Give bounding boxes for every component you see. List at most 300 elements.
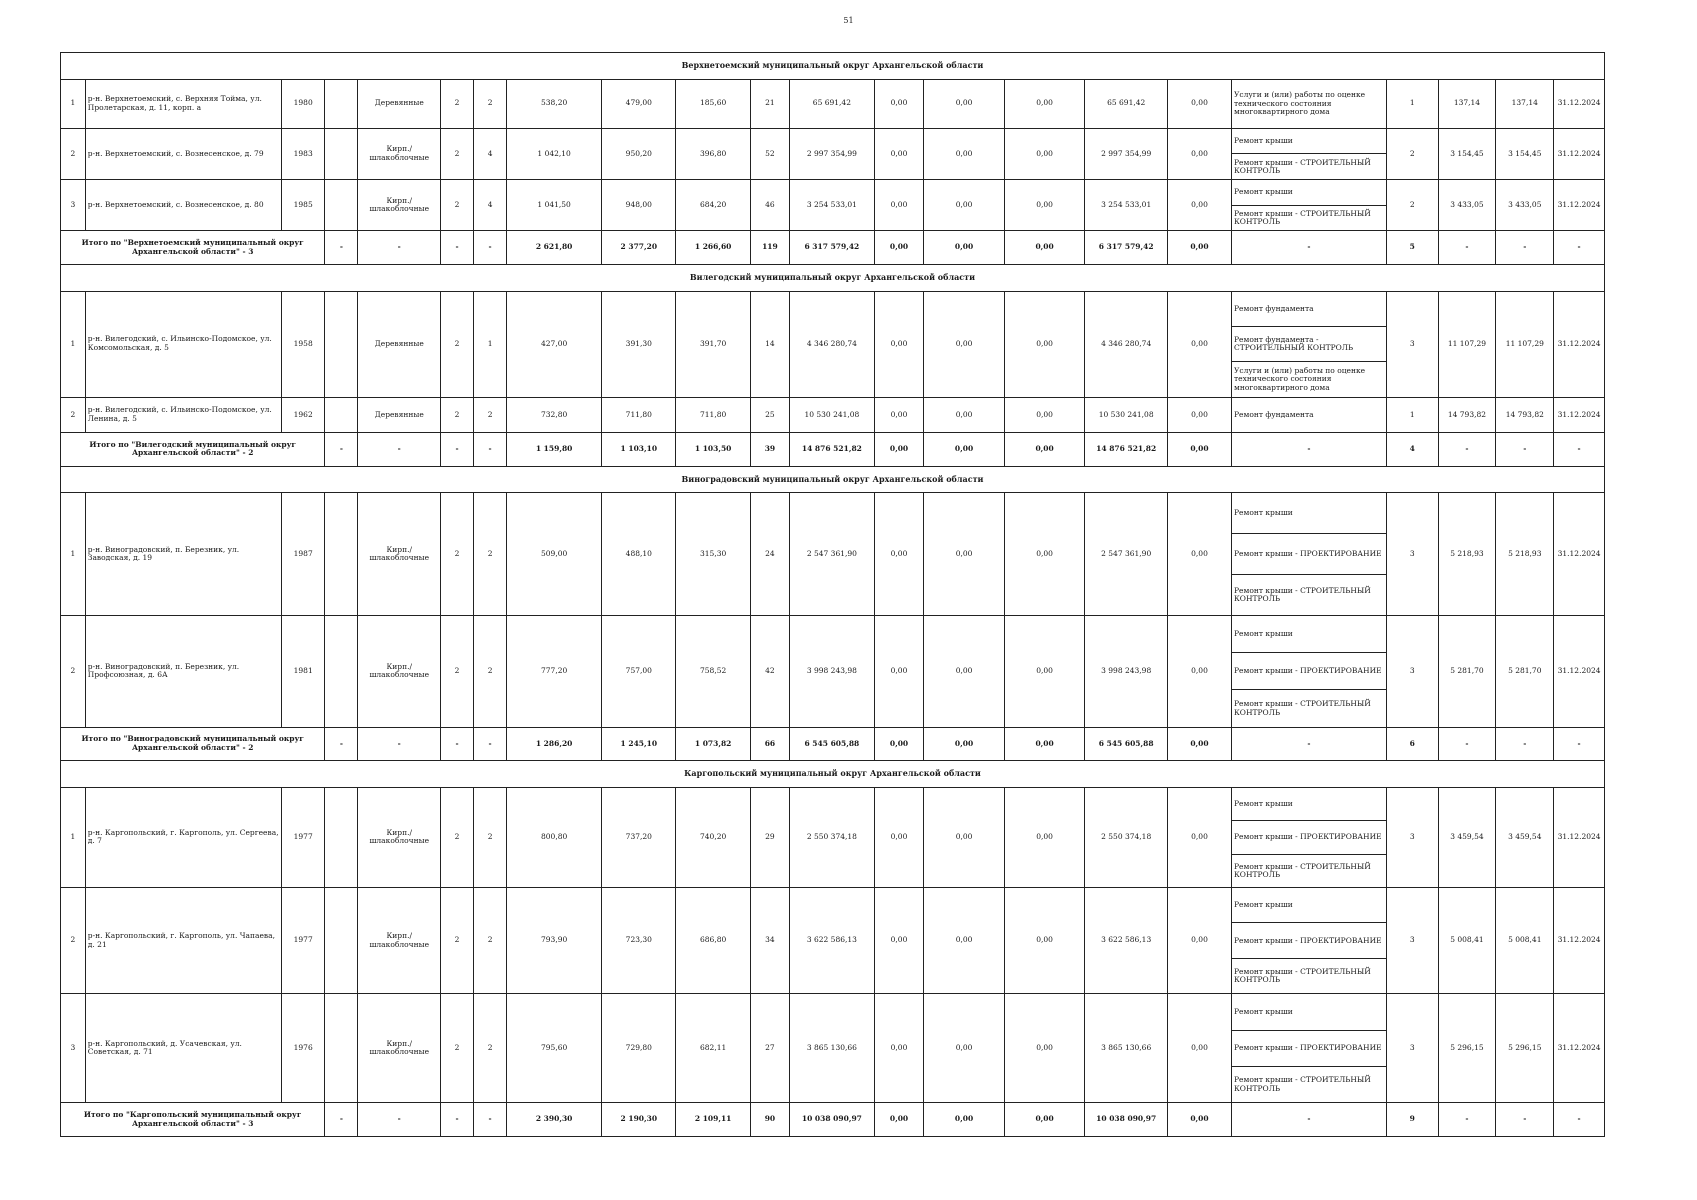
cell-other: 0,00 <box>1167 787 1231 887</box>
total-budget-region: 0,00 <box>924 727 1005 760</box>
table-row <box>61 128 1605 179</box>
cell-residents: 24 <box>750 493 789 616</box>
cell-deadline: 31.12.2024 <box>1554 616 1605 728</box>
cell-owners: 3 998 243,98 <box>1085 616 1168 728</box>
cell-area-res: 479,00 <box>602 79 676 128</box>
cell-address: р-н. Вилегодский, с. Ильинско-Подомское, ул. Ленина, д. 5 <box>85 397 281 433</box>
work-item: Ремонт крыши <box>1234 629 1293 639</box>
total-label: Итого по "Виноградовский муниципальный округ Архангельской области" - 2 <box>61 727 325 760</box>
cell-area-total: 800,80 <box>507 787 602 887</box>
table-row <box>61 180 1605 231</box>
work-item: Ремонт крыши - ПРОЕКТИРОВАНИЕ <box>1232 922 1386 957</box>
cell-owners: 2 547 361,90 <box>1085 493 1168 616</box>
cell-owners: 3 865 130,66 <box>1085 994 1168 1103</box>
total-dash: - <box>358 1103 441 1137</box>
work-item: Ремонт крыши - СТРОИТЕЛЬНЫЙ КОНТРОЛЬ <box>1232 1066 1386 1102</box>
cell-no: 1 <box>61 291 86 397</box>
cell-entrances: 1 <box>474 291 507 397</box>
cell-budget-region: 0,00 <box>924 291 1005 397</box>
cell-owners: 2 550 374,18 <box>1085 787 1168 887</box>
cell-area-res: 723,30 <box>602 888 676 994</box>
cell-area-res: 729,80 <box>602 994 676 1103</box>
cell-year: 1985 <box>282 180 325 231</box>
cell-entrances: 4 <box>474 128 507 179</box>
total-cost-total: 14 876 521,82 <box>790 433 875 466</box>
cell-entrances: 2 <box>474 79 507 128</box>
cell-area-total: 509,00 <box>507 493 602 616</box>
total-dash: - <box>441 231 474 264</box>
section-header-row <box>61 761 1605 788</box>
cell-deadline: 31.12.2024 <box>1554 128 1605 179</box>
cell-material: Кирп./шлакоблочные <box>358 180 441 231</box>
cell-deadline: 31.12.2024 <box>1554 180 1605 231</box>
section-total-row <box>61 727 1605 760</box>
cell-year: 1977 <box>282 888 325 994</box>
cell-unit-cost-max: 3 433,05 <box>1496 180 1554 231</box>
cell-other: 0,00 <box>1167 616 1231 728</box>
cell-address: р-н. Каргопольский, г. Каргополь, ул. Сергеева, д. 7 <box>85 787 281 887</box>
cell-budget-region: 0,00 <box>924 616 1005 728</box>
total-cost-total: 10 038 090,97 <box>790 1103 875 1137</box>
cell-fund: 0,00 <box>874 493 924 616</box>
cell-area-res2: 740,20 <box>676 787 750 887</box>
total-work-count: 4 <box>1386 433 1438 466</box>
cell-fund: 0,00 <box>874 291 924 397</box>
section-total-row <box>61 1103 1605 1137</box>
work-item: Ремонт крыши <box>1234 187 1293 197</box>
cell-fund: 0,00 <box>874 994 924 1103</box>
cell-floors: 2 <box>441 888 474 994</box>
cell-area-res2: 682,11 <box>676 994 750 1103</box>
cell-year: 1958 <box>282 291 325 397</box>
cell-address: р-н. Верхнетоемский, с. Вознесенское, д. 80 <box>85 180 281 231</box>
cell-area-res: 757,00 <box>602 616 676 728</box>
total-residents: 119 <box>750 231 789 264</box>
table-row <box>61 888 1605 994</box>
total-area-total: 2 621,80 <box>507 231 602 264</box>
total-dash: - <box>441 727 474 760</box>
cell-address: р-н. Каргопольский, д. Усачевская, ул. Советская, д. 71 <box>85 994 281 1103</box>
cell-no: 1 <box>61 787 86 887</box>
cell-unit-cost: 3 154,45 <box>1438 128 1496 179</box>
total-label: Итого по "Вилегодский муниципальный округ Архангельской области" - 2 <box>61 433 325 466</box>
total-other: 0,00 <box>1167 433 1231 466</box>
table-row <box>61 616 1605 728</box>
total-fund: 0,00 <box>874 231 924 264</box>
cell-floors: 2 <box>441 994 474 1103</box>
cell-area-res: 488,10 <box>602 493 676 616</box>
cell-unit-cost-max: 11 107,29 <box>1496 291 1554 397</box>
cell-budget-region: 0,00 <box>924 128 1005 179</box>
cell-cost-total: 3 254 533,01 <box>790 180 875 231</box>
cell-works <box>1232 291 1387 397</box>
work-item: Ремонт крыши - СТРОИТЕЛЬНЫЙ КОНТРОЛЬ <box>1232 958 1386 993</box>
cell-work-count: 2 <box>1386 128 1438 179</box>
cell-works <box>1232 128 1387 179</box>
cell-material: Деревянные <box>358 79 441 128</box>
work-item: Ремонт крыши <box>1234 798 1293 808</box>
total-area-res2: 1 103,50 <box>676 433 750 466</box>
cell-material: Деревянные <box>358 291 441 397</box>
total-budget-local: 0,00 <box>1004 433 1085 466</box>
cell-unit-cost: 5 296,15 <box>1438 994 1496 1103</box>
work-item: Ремонт крыши <box>1234 508 1293 518</box>
cell-cost-total: 65 691,42 <box>790 79 875 128</box>
section-title: Верхнетоемский муниципальный округ Архангельской области <box>61 53 1605 80</box>
cell-area-total: 538,20 <box>507 79 602 128</box>
cell-deadline: 31.12.2024 <box>1554 787 1605 887</box>
cell-residents: 42 <box>750 616 789 728</box>
total-dash: - <box>474 727 507 760</box>
cell-year: 1977 <box>282 787 325 887</box>
total-budget-region: 0,00 <box>924 1103 1005 1137</box>
total-other: 0,00 <box>1167 1103 1231 1137</box>
cell-no: 2 <box>61 128 86 179</box>
cell-budget-local: 0,00 <box>1004 888 1085 994</box>
total-residents: 66 <box>750 727 789 760</box>
total-fund: 0,00 <box>874 727 924 760</box>
work-item: Ремонт крыши - СТРОИТЕЛЬНЫЙ КОНТРОЛЬ <box>1232 205 1386 231</box>
cell-other: 0,00 <box>1167 493 1231 616</box>
total-budget-region: 0,00 <box>924 433 1005 466</box>
total-dash: - <box>1438 433 1496 466</box>
total-area-res2: 1 073,82 <box>676 727 750 760</box>
cell-owners: 10 530 241,08 <box>1085 397 1168 433</box>
cell-deadline: 31.12.2024 <box>1554 397 1605 433</box>
cell-area-res: 950,20 <box>602 128 676 179</box>
cell-budget-local: 0,00 <box>1004 787 1085 887</box>
cell-no: 1 <box>61 493 86 616</box>
total-dash: - <box>1232 231 1387 264</box>
cell-residents: 25 <box>750 397 789 433</box>
total-dash: - <box>1496 1103 1554 1137</box>
total-dash: - <box>325 231 358 264</box>
section-total-row <box>61 231 1605 264</box>
cell-works <box>1232 994 1387 1103</box>
cell-area-res2: 684,20 <box>676 180 750 231</box>
cell-deadline: 31.12.2024 <box>1554 291 1605 397</box>
total-dash: - <box>1554 433 1605 466</box>
table-row <box>61 994 1605 1103</box>
cell-unit-cost: 5 281,70 <box>1438 616 1496 728</box>
cell-entrances: 2 <box>474 493 507 616</box>
cell-other: 0,00 <box>1167 888 1231 994</box>
total-dash: - <box>358 433 441 466</box>
cell-work-count: 1 <box>1386 397 1438 433</box>
work-item: Ремонт крыши - ПРОЕКТИРОВАНИЕ <box>1232 820 1386 853</box>
total-dash: - <box>325 433 358 466</box>
total-budget-region: 0,00 <box>924 231 1005 264</box>
total-dash: - <box>474 231 507 264</box>
cell-col3 <box>325 994 358 1103</box>
cell-entrances: 2 <box>474 994 507 1103</box>
total-budget-local: 0,00 <box>1004 231 1085 264</box>
cell-floors: 2 <box>441 616 474 728</box>
cell-works <box>1232 493 1387 616</box>
cell-col3 <box>325 291 358 397</box>
cell-area-total: 732,80 <box>507 397 602 433</box>
cell-no: 3 <box>61 994 86 1103</box>
cell-other: 0,00 <box>1167 397 1231 433</box>
cell-fund: 0,00 <box>874 397 924 433</box>
cell-area-res2: 396,80 <box>676 128 750 179</box>
cell-work-count: 3 <box>1386 493 1438 616</box>
total-area-res: 1 245,10 <box>602 727 676 760</box>
cell-fund: 0,00 <box>874 128 924 179</box>
cell-fund: 0,00 <box>874 787 924 887</box>
cell-col3 <box>325 787 358 887</box>
cell-budget-local: 0,00 <box>1004 79 1085 128</box>
works-list <box>1232 80 1386 128</box>
cell-col3 <box>325 397 358 433</box>
table-row <box>61 397 1605 433</box>
cell-floors: 2 <box>441 291 474 397</box>
cell-no: 2 <box>61 888 86 994</box>
cell-owners: 4 346 280,74 <box>1085 291 1168 397</box>
cell-budget-local: 0,00 <box>1004 128 1085 179</box>
total-work-count: 6 <box>1386 727 1438 760</box>
section-header-row <box>61 53 1605 80</box>
cell-unit-cost: 3 459,54 <box>1438 787 1496 887</box>
works-list <box>1232 994 1386 1102</box>
works-list <box>1232 616 1386 727</box>
cell-no: 2 <box>61 616 86 728</box>
work-item: Ремонт крыши - ПРОЕКТИРОВАНИЕ <box>1232 533 1386 574</box>
cell-owners: 3 254 533,01 <box>1085 180 1168 231</box>
cell-works <box>1232 888 1387 994</box>
cell-year: 1983 <box>282 128 325 179</box>
total-other: 0,00 <box>1167 727 1231 760</box>
work-item: Ремонт крыши <box>1234 1006 1293 1016</box>
cell-other: 0,00 <box>1167 291 1231 397</box>
total-dash: - <box>325 727 358 760</box>
cell-works <box>1232 180 1387 231</box>
cell-budget-region: 0,00 <box>924 787 1005 887</box>
table-row <box>61 79 1605 128</box>
total-owners: 10 038 090,97 <box>1085 1103 1168 1137</box>
cell-area-total: 793,90 <box>507 888 602 994</box>
cell-residents: 52 <box>750 128 789 179</box>
cell-budget-local: 0,00 <box>1004 994 1085 1103</box>
total-dash: - <box>474 1103 507 1137</box>
cell-address: р-н. Каргопольский, г. Каргополь, ул. Чапаева, д. 21 <box>85 888 281 994</box>
cell-fund: 0,00 <box>874 616 924 728</box>
cell-work-count: 3 <box>1386 994 1438 1103</box>
cell-col3 <box>325 180 358 231</box>
total-owners: 6 545 605,88 <box>1085 727 1168 760</box>
cell-unit-cost: 5 218,93 <box>1438 493 1496 616</box>
cell-area-total: 427,00 <box>507 291 602 397</box>
cell-work-count: 3 <box>1386 787 1438 887</box>
cell-year: 1962 <box>282 397 325 433</box>
cell-budget-local: 0,00 <box>1004 291 1085 397</box>
cell-work-count: 2 <box>1386 180 1438 231</box>
total-dash: - <box>1232 1103 1387 1137</box>
total-area-total: 1 286,20 <box>507 727 602 760</box>
cell-col3 <box>325 493 358 616</box>
total-cost-total: 6 317 579,42 <box>790 231 875 264</box>
cell-cost-total: 4 346 280,74 <box>790 291 875 397</box>
works-list <box>1232 129 1386 179</box>
cell-year: 1980 <box>282 79 325 128</box>
cell-unit-cost: 11 107,29 <box>1438 291 1496 397</box>
total-dash: - <box>1438 727 1496 760</box>
works-list <box>1232 398 1386 433</box>
total-dash: - <box>1438 231 1496 264</box>
work-item: Услуги и (или) работы по оценке технического состояния многоквартирного дома <box>1234 90 1366 116</box>
work-item: Ремонт крыши - ПРОЕКТИРОВАНИЕ <box>1232 652 1386 689</box>
cell-floors: 2 <box>441 79 474 128</box>
cell-other: 0,00 <box>1167 128 1231 179</box>
cell-entrances: 2 <box>474 787 507 887</box>
cell-residents: 14 <box>750 291 789 397</box>
total-fund: 0,00 <box>874 433 924 466</box>
cell-year: 1981 <box>282 616 325 728</box>
cell-owners: 3 622 586,13 <box>1085 888 1168 994</box>
works-list <box>1232 292 1386 397</box>
total-dash: - <box>441 1103 474 1137</box>
cell-floors: 2 <box>441 397 474 433</box>
work-item: Ремонт крыши <box>1234 900 1293 910</box>
work-item: Ремонт крыши - СТРОИТЕЛЬНЫЙ КОНТРОЛЬ <box>1232 689 1386 726</box>
cell-material: Деревянные <box>358 397 441 433</box>
cell-area-total: 1 042,10 <box>507 128 602 179</box>
cell-unit-cost-max: 5 296,15 <box>1496 994 1554 1103</box>
cell-year: 1987 <box>282 493 325 616</box>
cell-area-total: 795,60 <box>507 994 602 1103</box>
cell-cost-total: 2 550 374,18 <box>790 787 875 887</box>
cell-residents: 21 <box>750 79 789 128</box>
cell-owners: 2 997 354,99 <box>1085 128 1168 179</box>
cell-unit-cost-max: 5 008,41 <box>1496 888 1554 994</box>
table-row <box>61 291 1605 397</box>
works-list <box>1232 180 1386 230</box>
section-total-row <box>61 433 1605 466</box>
total-dash: - <box>325 1103 358 1137</box>
cell-budget-local: 0,00 <box>1004 616 1085 728</box>
cell-area-res: 711,80 <box>602 397 676 433</box>
cell-material: Кирп./шлакоблочные <box>358 616 441 728</box>
cell-deadline: 31.12.2024 <box>1554 493 1605 616</box>
cell-unit-cost: 14 793,82 <box>1438 397 1496 433</box>
cell-area-res2: 315,30 <box>676 493 750 616</box>
cell-budget-region: 0,00 <box>924 79 1005 128</box>
cell-works <box>1232 397 1387 433</box>
cell-floors: 2 <box>441 787 474 887</box>
cell-residents: 29 <box>750 787 789 887</box>
total-dash: - <box>1554 727 1605 760</box>
cell-area-res: 391,30 <box>602 291 676 397</box>
cell-address: р-н. Вилегодский, с. Ильинско-Подомское, ул. Комсомольская, д. 5 <box>85 291 281 397</box>
total-area-res2: 2 109,11 <box>676 1103 750 1137</box>
cell-residents: 46 <box>750 180 789 231</box>
cell-fund: 0,00 <box>874 180 924 231</box>
cell-floors: 2 <box>441 180 474 231</box>
table-row <box>61 787 1605 887</box>
cell-budget-region: 0,00 <box>924 493 1005 616</box>
cell-entrances: 2 <box>474 397 507 433</box>
cell-unit-cost-max: 5 281,70 <box>1496 616 1554 728</box>
total-area-res: 2 190,30 <box>602 1103 676 1137</box>
cell-year: 1976 <box>282 994 325 1103</box>
total-work-count: 5 <box>1386 231 1438 264</box>
cell-area-res: 737,20 <box>602 787 676 887</box>
total-label: Итого по "Верхнетоемский муниципальный округ Архангельской области" - 3 <box>61 231 325 264</box>
total-residents: 39 <box>750 433 789 466</box>
cell-col3 <box>325 128 358 179</box>
total-residents: 90 <box>750 1103 789 1137</box>
cell-col3 <box>325 616 358 728</box>
cell-address: р-н. Верхнетоемский, с. Верхняя Тойма, ул. Пролетарская, д. 11, корп. а <box>85 79 281 128</box>
work-item: Ремонт крыши - СТРОИТЕЛЬНЫЙ КОНТРОЛЬ <box>1232 854 1386 887</box>
cell-area-total: 777,20 <box>507 616 602 728</box>
work-item: Услуги и (или) работы по оценке технического состояния многоквартирного дома <box>1232 361 1386 396</box>
cell-cost-total: 3 622 586,13 <box>790 888 875 994</box>
works-list <box>1232 493 1386 615</box>
cell-fund: 0,00 <box>874 79 924 128</box>
total-dash: - <box>441 433 474 466</box>
table-row <box>61 493 1605 616</box>
cell-entrances: 2 <box>474 888 507 994</box>
total-label: Итого по "Каргопольский муниципальный округ Архангельской области" - 3 <box>61 1103 325 1137</box>
cell-deadline: 31.12.2024 <box>1554 888 1605 994</box>
cell-owners: 65 691,42 <box>1085 79 1168 128</box>
cell-material: Кирп./шлакоблочные <box>358 787 441 887</box>
cell-area-res2: 185,60 <box>676 79 750 128</box>
cell-work-count: 3 <box>1386 888 1438 994</box>
total-owners: 6 317 579,42 <box>1085 231 1168 264</box>
cell-residents: 34 <box>750 888 789 994</box>
cell-area-res2: 711,80 <box>676 397 750 433</box>
cell-works <box>1232 787 1387 887</box>
cell-other: 0,00 <box>1167 994 1231 1103</box>
cell-no: 1 <box>61 79 86 128</box>
cell-budget-region: 0,00 <box>924 397 1005 433</box>
cell-other: 0,00 <box>1167 180 1231 231</box>
cell-area-res2: 391,70 <box>676 291 750 397</box>
cell-no: 3 <box>61 180 86 231</box>
section-title: Вилегодский муниципальный округ Архангельской области <box>61 264 1605 291</box>
cell-work-count: 3 <box>1386 291 1438 397</box>
cell-budget-region: 0,00 <box>924 888 1005 994</box>
work-item: Ремонт крыши - ПРОЕКТИРОВАНИЕ <box>1232 1030 1386 1066</box>
total-area-total: 1 159,80 <box>507 433 602 466</box>
work-item: Ремонт фундамента <box>1234 303 1314 313</box>
cell-area-res: 948,00 <box>602 180 676 231</box>
cell-entrances: 4 <box>474 180 507 231</box>
cell-col3 <box>325 888 358 994</box>
total-area-res: 1 103,10 <box>602 433 676 466</box>
total-dash: - <box>1232 433 1387 466</box>
total-work-count: 9 <box>1386 1103 1438 1137</box>
cell-budget-region: 0,00 <box>924 180 1005 231</box>
total-dash: - <box>1438 1103 1496 1137</box>
cell-area-res2: 758,52 <box>676 616 750 728</box>
total-cost-total: 6 545 605,88 <box>790 727 875 760</box>
cell-other: 0,00 <box>1167 79 1231 128</box>
total-area-res: 2 377,20 <box>602 231 676 264</box>
cell-cost-total: 2 997 354,99 <box>790 128 875 179</box>
total-dash: - <box>358 727 441 760</box>
cell-unit-cost-max: 5 218,93 <box>1496 493 1554 616</box>
cell-unit-cost: 5 008,41 <box>1438 888 1496 994</box>
work-item: Ремонт крыши - СТРОИТЕЛЬНЫЙ КОНТРОЛЬ <box>1232 574 1386 615</box>
section-title: Виноградовский муниципальный округ Архангельской области <box>61 466 1605 493</box>
section-title: Каргопольский муниципальный округ Архангельской области <box>61 761 1605 788</box>
cell-work-count: 3 <box>1386 616 1438 728</box>
total-dash: - <box>1496 433 1554 466</box>
total-dash: - <box>1232 727 1387 760</box>
